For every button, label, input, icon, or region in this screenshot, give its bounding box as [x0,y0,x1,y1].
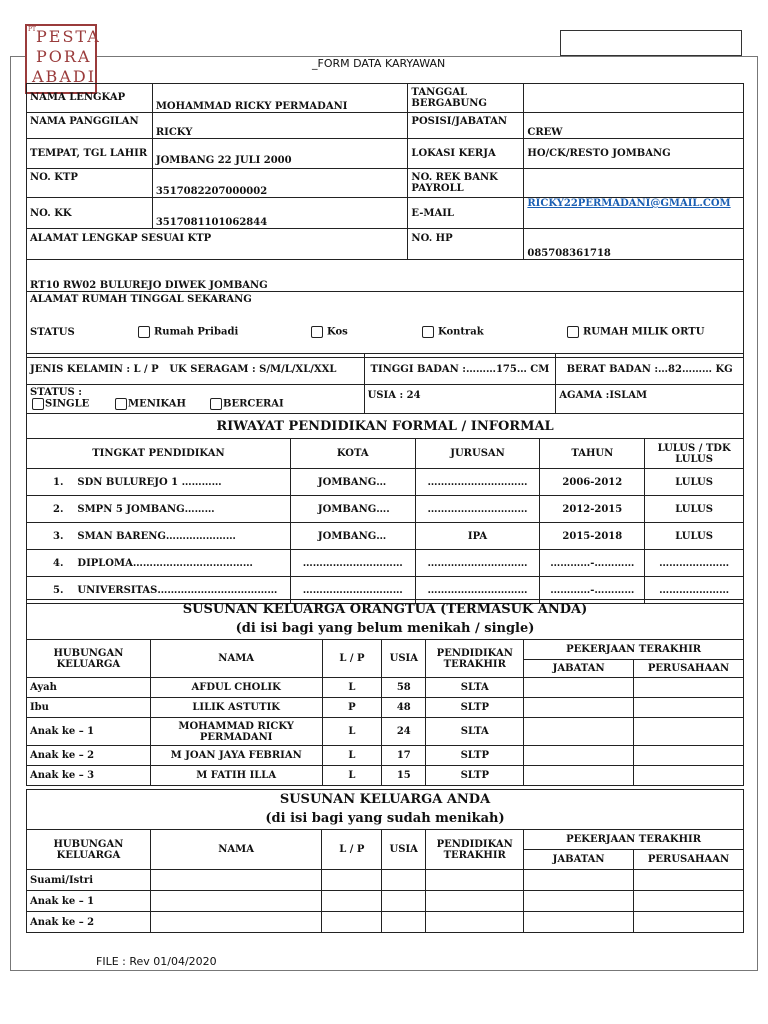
own-lp[interactable] [322,870,382,891]
value-posisi[interactable]: CREW [524,113,744,139]
label-nama-panggilan: NAMA PANGGILAN [27,113,153,139]
status-single[interactable] [32,398,89,410]
status-kontrak[interactable] [422,326,484,338]
personal-info-table [26,83,744,358]
table-row [27,718,744,746]
parents-lp[interactable]: L [322,766,382,786]
label-nama-lengkap: NAMA LENGKAP [27,84,153,113]
parents-title-1: SUSUNAN KELUARGA ORANGTUA (TERMASUK ANDA) [182,602,588,618]
parents-lp[interactable]: L [322,718,382,746]
table-row [27,746,744,766]
status2-option-label: MENIKAH [128,398,187,409]
own-jabatan[interactable] [524,870,634,891]
own-family-title [27,790,744,830]
edu-school-name: SMPN 5 JOMBANG……… [77,503,215,515]
own-usia[interactable] [382,870,426,891]
parents-hubungan: Ibu [27,698,151,718]
parents-usia[interactable]: 15 [382,766,426,786]
own-jabatan[interactable] [524,912,634,933]
own-family-table [26,789,744,933]
edu-lulus[interactable]: LULUS [645,523,744,550]
usia[interactable]: USIA : 24 [364,385,556,414]
parents-hubungan: Anak ke – 2 [27,746,151,766]
status2-cell [27,385,365,414]
table-row [27,891,744,912]
own-lp[interactable] [322,912,382,933]
value-ktp[interactable]: 3517082207000002 [152,169,408,198]
parents-nama[interactable]: LILIK ASTUTIK [150,698,322,718]
status2-option-label: SINGLE [45,398,90,409]
own-header-perusahaan: PERUSAHAAN [634,850,744,870]
edu-lulus[interactable]: LULUS [645,469,744,496]
edu-header-tingkat: TINGKAT PENDIDIKAN [27,439,291,469]
parents-header-perusahaan: PERUSAHAAN [634,660,744,678]
parents-header-pendidikan: PENDIDIKAN TERAKHIR [426,640,524,678]
value-rek[interactable] [524,169,744,198]
parents-pendidikan[interactable]: SLTP [426,766,524,786]
edu-tahun[interactable]: 2015-2018 [540,523,645,550]
uk-seragam[interactable]: UK SERAGAM : S/M/L/XL/XXL [166,354,364,385]
checkbox-icon[interactable] [138,326,150,338]
edu-kota[interactable]: JOMBANG…. [290,496,415,523]
edu-school-name: SDN BULUREJO 1 ………… [77,476,222,488]
parents-header-nama: NAMA [150,640,322,678]
parents-nama[interactable]: M JOAN JAYA FEBRIAN [150,746,322,766]
own-title-2: (di isi bagi yang sudah menikah) [265,810,505,826]
status-rumah-pribadi[interactable] [138,326,238,338]
parents-header-pekerjaan: PEKERJAAN TERAKHIR [524,640,744,660]
edu-kota[interactable]: ………………………… [290,550,415,577]
edu-kota[interactable]: JOMBANG… [290,469,415,496]
table-row [27,766,744,786]
parents-perusahaan[interactable] [634,718,744,746]
parents-hubungan: Anak ke – 1 [27,718,151,746]
tinggi-badan[interactable]: TINGGI BADAN :………175… CM [364,354,556,385]
checkbox-icon[interactable] [210,398,222,410]
education-title: RIWAYAT PENDIDIKAN FORMAL / INFORMAL [27,414,744,439]
logo-line-3: ABADI [32,67,97,86]
edu-header-tahun: TAHUN [540,439,645,469]
own-pendidikan[interactable] [426,912,524,933]
edu-jurusan[interactable]: ………………………… [415,577,540,604]
label-alamat-tinggal: ALAMAT RUMAH TINGGAL SEKARANG [30,294,252,305]
parents-lp[interactable]: L [322,746,382,766]
parents-jabatan[interactable] [524,698,634,718]
status-option-label: Kontrak [438,326,484,338]
value-lokasi[interactable]: HO/CK/RESTO JOMBANG [524,139,744,169]
email-link[interactable]: RICKY22PERMADANI@GMAIL.COM [527,198,731,209]
edu-tingkat[interactable] [27,550,291,577]
parents-title-2: (di isi bagi yang belum menikah / single) [235,620,535,636]
table-row [27,496,744,523]
edu-jurusan[interactable]: ………………………… [415,496,540,523]
parents-jabatan[interactable] [524,718,634,746]
value-ttl[interactable]: JOMBANG 22 JULI 2000 [152,139,408,169]
checkbox-icon[interactable] [32,398,44,410]
edu-school-name: DIPLOMA……………………………… [77,557,253,569]
edu-kota[interactable]: ………………………… [290,577,415,604]
table-row [27,870,744,891]
checkbox-icon[interactable] [567,326,579,338]
parents-perusahaan[interactable] [634,698,744,718]
parents-perusahaan[interactable] [634,766,744,786]
parents-lp[interactable]: L [322,678,382,698]
status2-option-label: BERCERAI [223,398,284,409]
own-title-1: SUSUNAN KELUARGA ANDA [279,792,491,808]
value-email[interactable] [524,198,744,229]
value-tanggal-bergabung[interactable] [524,84,744,113]
edu-lulus[interactable]: LULUS [645,496,744,523]
table-row [27,469,744,496]
own-lp[interactable] [322,891,382,912]
label-hp: NO. HP [408,229,524,260]
table-row [27,550,744,577]
status2-options [30,398,361,412]
parents-nama[interactable]: M FATIH ILLA [150,766,322,786]
own-nama[interactable] [150,912,322,933]
parents-jabatan[interactable] [524,746,634,766]
edu-row-number: 3. [53,530,64,542]
label-tanggal-bergabung: TANGGAL BERGABUNG [408,84,524,113]
own-nama[interactable] [150,891,322,912]
form-title: _FORM DATA KARYAWAN [312,57,446,70]
own-header-usia: USIA [382,830,426,870]
status-option-label: Rumah Pribadi [154,326,239,338]
own-usia[interactable] [382,912,426,933]
own-jabatan[interactable] [524,891,634,912]
edu-tingkat[interactable] [27,469,291,496]
parents-nama[interactable]: MOHAMMAD RICKY PERMADANI [150,718,322,746]
edu-jurusan[interactable]: ………………………… [415,550,540,577]
parents-nama[interactable]: AFDUL CHOLIK [150,678,322,698]
parents-header-hubungan: HUBUNGAN KELUARGA [27,640,151,678]
status-rumah-milik-ortu[interactable] [567,326,704,338]
own-perusahaan[interactable] [634,870,744,891]
label-posisi: POSISI/JABATAN [408,113,524,139]
own-header-pekerjaan: PEKERJAAN TERAKHIR [524,830,744,850]
parents-header-jabatan: JABATAN [524,660,634,678]
jenis-kelamin[interactable]: JENIS KELAMIN : L / P [27,354,167,385]
logo-line-1: PESTA [36,27,101,46]
own-header-jabatan: JABATAN [524,850,634,870]
parents-hubungan: Anak ke – 3 [27,766,151,786]
parents-header-usia: USIA [382,640,426,678]
own-header-hubungan: HUBUNGAN KELUARGA [27,830,151,870]
own-pendidikan[interactable] [426,891,524,912]
edu-school-name: UNIVERSITAS……………………………… [77,584,278,596]
parents-pendidikan[interactable]: SLTP [426,746,524,766]
table-row [27,698,744,718]
edu-row-number: 2. [53,503,64,515]
status-menikah[interactable] [115,398,186,410]
checkbox-icon[interactable] [115,398,127,410]
edu-row-number: 4. [53,557,64,569]
own-header-lp: L / P [322,830,382,870]
status-option-label: RUMAH MILIK ORTU [583,326,705,338]
label-status: STATUS [30,327,75,338]
edu-lulus[interactable]: ………………… [645,550,744,577]
own-perusahaan[interactable] [634,912,744,933]
label-rek: NO. REK BANK PAYROLL [408,169,524,198]
education-table [26,413,744,604]
own-header-nama: NAMA [150,830,322,870]
parents-jabatan[interactable] [524,678,634,698]
edu-header-kota: KOTA [290,439,415,469]
edu-header-jurusan: JURUSAN [415,439,540,469]
own-hubungan: Anak ke – 1 [27,891,151,912]
table-row [27,912,744,933]
edu-row-number: 1. [53,476,64,488]
own-hubungan: Suami/Istri [27,870,151,891]
status-option-label: Kos [327,326,348,338]
parents-pendidikan[interactable]: SLTA [426,718,524,746]
parents-pendidikan[interactable]: SLTP [426,698,524,718]
value-nama-panggilan[interactable]: RICKY [152,113,408,139]
berat-badan[interactable]: BERAT BADAN :…82……… KG [556,354,744,385]
table-row [27,678,744,698]
edu-jurusan[interactable]: IPA [415,523,540,550]
edu-header-lulus: LULUS / TDK LULUS [645,439,744,469]
edu-tahun[interactable]: …………-………… [540,577,645,604]
own-header-pendidikan: PENDIDIKAN TERAKHIR [426,830,524,870]
parents-pendidikan[interactable]: SLTA [426,678,524,698]
own-pendidikan[interactable] [426,870,524,891]
own-usia[interactable] [382,891,426,912]
agama[interactable]: AGAMA :ISLAM [556,385,744,414]
logo-line-2: PORA [36,47,92,66]
checkbox-icon[interactable] [311,326,323,338]
edu-tahun[interactable]: …………-………… [540,550,645,577]
edu-tahun[interactable]: 2012-2015 [540,496,645,523]
edu-kota[interactable]: JOMBANG… [290,523,415,550]
physical-table [26,353,744,414]
table-row [27,523,744,550]
parents-perusahaan[interactable] [634,678,744,698]
parents-family-table [26,599,744,786]
own-hubungan: Anak ke – 2 [27,912,151,933]
parents-jabatan[interactable] [524,766,634,786]
value-hp[interactable]: 085708361718 [524,229,744,260]
checkbox-icon[interactable] [422,326,434,338]
label-ttl: TEMPAT, TGL LAHIR [27,139,153,169]
status-kos[interactable] [311,326,348,338]
parents-usia[interactable]: 17 [382,746,426,766]
label-email: E-MAIL [408,198,524,229]
parents-hubungan: Ayah [27,678,151,698]
parents-usia[interactable]: 48 [382,698,426,718]
label-lokasi: LOKASI KERJA [408,139,524,169]
logo-pt: PT [28,26,37,33]
label-kk: NO. KK [27,198,153,229]
status-bercerai[interactable] [210,398,284,410]
edu-lulus[interactable]: ………………… [645,577,744,604]
parents-usia[interactable]: 58 [382,678,426,698]
top-empty-box [560,30,742,56]
value-kk[interactable]: 3517081101062844 [152,198,408,229]
edu-tingkat[interactable] [27,523,291,550]
own-nama[interactable] [150,870,322,891]
file-revision: FILE : Rev 01/04/2020 [96,955,217,968]
parents-header-lp: L / P [322,640,382,678]
edu-row-number: 5. [53,584,64,596]
alamat-status-cell [27,292,744,358]
own-perusahaan[interactable] [634,891,744,912]
parents-family-title [27,600,744,640]
label-ktp: NO. KTP [27,169,153,198]
value-nama-lengkap[interactable]: MOHAMMAD RICKY PERMADANI [152,84,408,113]
edu-jurusan[interactable]: ………………………… [415,469,540,496]
edu-school-name: SMAN BARENG………………… [77,530,236,542]
edu-tahun[interactable]: 2006-2012 [540,469,645,496]
edu-tingkat[interactable] [27,496,291,523]
parents-perusahaan[interactable] [634,746,744,766]
parents-usia[interactable]: 24 [382,718,426,746]
label-alamat-ktp: ALAMAT LENGKAP SESUAI KTP [27,229,408,260]
status-row [27,307,743,347]
value-alamat-ktp[interactable]: RT10 RW02 BULUREJO DIWEK JOMBANG [27,260,744,292]
parents-lp[interactable]: P [322,698,382,718]
label-status2: STATUS : [30,386,82,398]
